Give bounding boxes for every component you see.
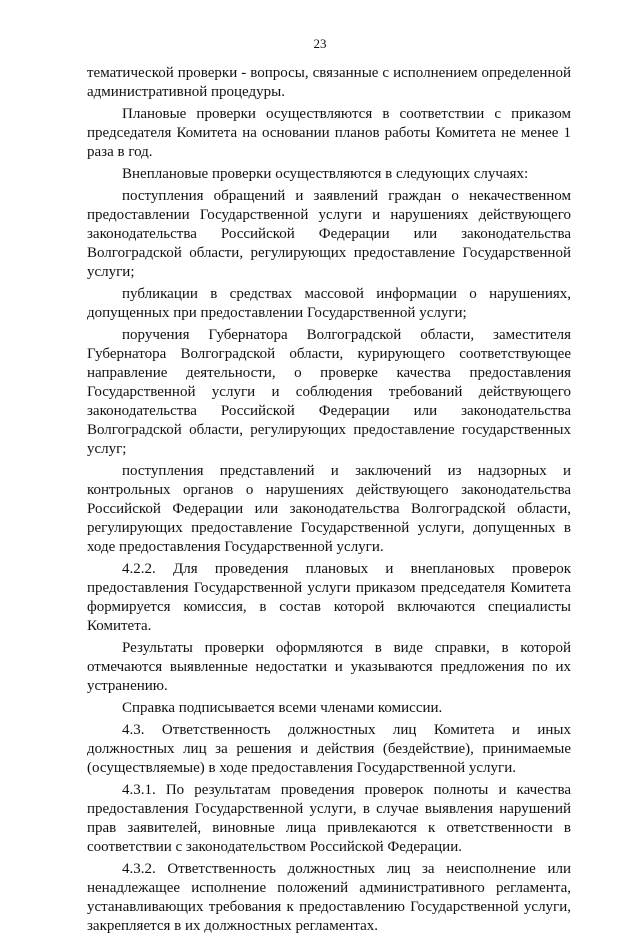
document-body: [87, 64, 571, 939]
paragraph: Внеплановые проверки осуществляются в следующих случаях:: [122, 166, 529, 182]
paragraph: Справка подписывается всеми членами комиссии.: [122, 700, 443, 716]
paragraph: поручения Губернатора Волгоградской области, заместителя Губернатора Волгоградской области, курирующего соответствующее направление деятельности, о проверке качества предоставления Государственной услуги и соблюдения требований действующего законодательства Российской Федерации или законодательства Волгоградской области, регулирующих предоставление государственных услуг;: [87, 327, 571, 457]
paragraph: поступления представлений и заключений из надзорных и контрольных органов о нарушениях действующего законодательства Российской Федерации или законодательства Волгоградской области, регулирующих предоставление Государственной услуги, допущенных в ходе предоставления Государственной услуги.: [87, 463, 571, 555]
paragraph: 4.3. Ответственность должностных лиц Комитета и иных должностных лиц за решения и действия (бездействие), принимаемые (осуществляемые) в ходе предоставления Государственной услуги.: [87, 722, 571, 776]
paragraph: публикации в средствах массовой информации о нарушениях, допущенных при предоставлении Государственной услуги;: [87, 286, 571, 321]
paragraph: 4.2.2. Для проведения плановых и внеплановых проверок предоставления Государственной услуги приказом председателя Комитета формируется комиссия, в состав которой включаются специалисты Комитета.: [87, 561, 571, 634]
paragraph: тематической проверки - вопросы, связанные с исполнением определенной административной процедуры.: [87, 65, 571, 100]
paragraph: Результаты проверки оформляются в виде справки, в которой отмечаются выявленные недостатки и указываются предложения по их устранению.: [87, 640, 571, 694]
page-number: 23: [313, 36, 327, 51]
paragraph: 4.3.2. Ответственность должностных лиц за неисполнение или ненадлежащее исполнение положений административного регламента, устанавливающих требования к предоставлению Государственной услуги, закрепляется в их должностных регламентах.: [87, 861, 571, 934]
paragraph: Плановые проверки осуществляются в соответствии с приказом председателя Комитета на основании планов работы Комитета не менее 1 раза в год.: [87, 106, 571, 160]
paragraph: 4.3.1. По результатам проведения проверок полноты и качества предоставления Государственной услуги, в случае выявления нарушений прав заявителей, виновные лица привлекаются к ответственности в соответствии с законодательством Российской Федерации.: [87, 782, 571, 855]
paragraph: поступления обращений и заявлений граждан о некачественном предоставлении Государственной услуги и нарушениях действующего законодательства Российской Федерации или законодательства Волгоградской области, регулирующих предоставление Государственной услуги;: [87, 188, 571, 280]
